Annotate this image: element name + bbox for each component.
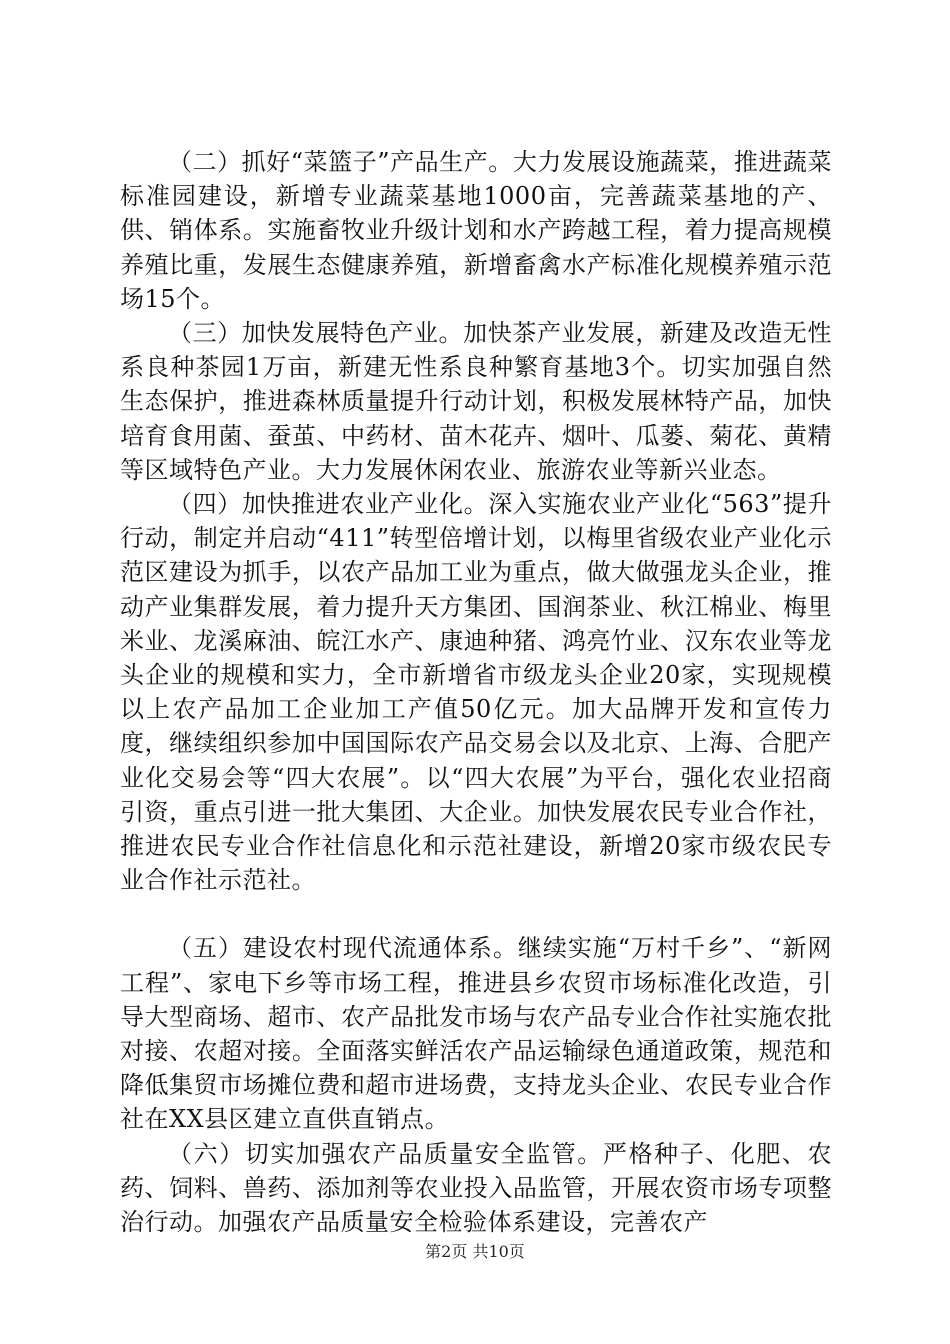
- paragraph-3: （三）加快发展特色产业。加快茶产业发展，新建及改造无性系良种茶园1万亩，新建无性系良种繁育基地3个。切实加强自然生态保护，推进森林质量提升行动计划，积极发展林特产品，加快培育食用菌、蚕茧、中药材、苗木花卉、烟叶、瓜蒌、菊花、黄精等区域特色产业。大力发展休闲农业、旅游农业等新兴业态。: [120, 319, 832, 484]
- page-footer: 第2页 共10页: [425, 1242, 525, 1261]
- paragraph-spacer: [120, 897, 832, 931]
- paragraph-2: （二）抓好“菜篮子”产品生产。大力发展设施蔬菜，推进蔬菜标准园建设，新增专业蔬菜基地1000亩，完善蔬菜基地的产、供、销体系。实施畜牧业升级计划和水产跨越工程，着力提高规模养殖比重，发展生态健康养殖，新增畜禽水产标准化规模养殖示范场15个。: [120, 148, 832, 313]
- paragraph-5: （五）建设农村现代流通体系。继续实施“万村千乡”、“新网工程”、家电下乡等市场工程，推进县乡农贸市场标准化改造，引导大型商场、超市、农产品批发市场与农产品专业合作社实施农批对接、农超对接。全面落实鲜活农产品运输绿色通道政策，规范和降低集贸市场摊位费和超市进场费，支持龙头企业、农民专业合作社在XX县区建立直供直销点。: [120, 934, 832, 1134]
- paragraph-6: （六）切实加强农产品质量安全监管。严格种子、化肥、农药、饲料、兽药、添加剂等农业投入品监管，开展农资市场专项整治行动。加强农产品质量安全检验体系建设，完善农产: [120, 1139, 832, 1237]
- paragraph-4: （四）加快推进农业产业化。深入实施农业产业化“563”提升行动，制定并启动“411”转型倍增计划，以梅里省级农业产业化示范区建设为抓手，以农产品加工业为重点，做大做强龙头企业，推动产业集群发展，着力提升天方集团、国润茶业、秋江棉业、梅里米业、龙溪麻油、皖江水产、康迪种猪、鸿亮竹业、汉东农业等龙头企业的规模和实力，全市新增省市级龙头企业20家，实现规模以上农产品加工企业加工产值50亿元。加大品牌开发和宣传力度，继续组织参加中国国际农产品交易会以及北京、上海、合肥产业化交易会等“四大农展”。以“四大农展”为平台，强化农业招商引资，重点引进一批大集团、大企业。加快发展农民专业合作社，推进农民专业合作社信息化和示范社建设，新增20家市级农民专业合作社示范社。: [120, 490, 832, 895]
- document-body: [120, 145, 832, 1239]
